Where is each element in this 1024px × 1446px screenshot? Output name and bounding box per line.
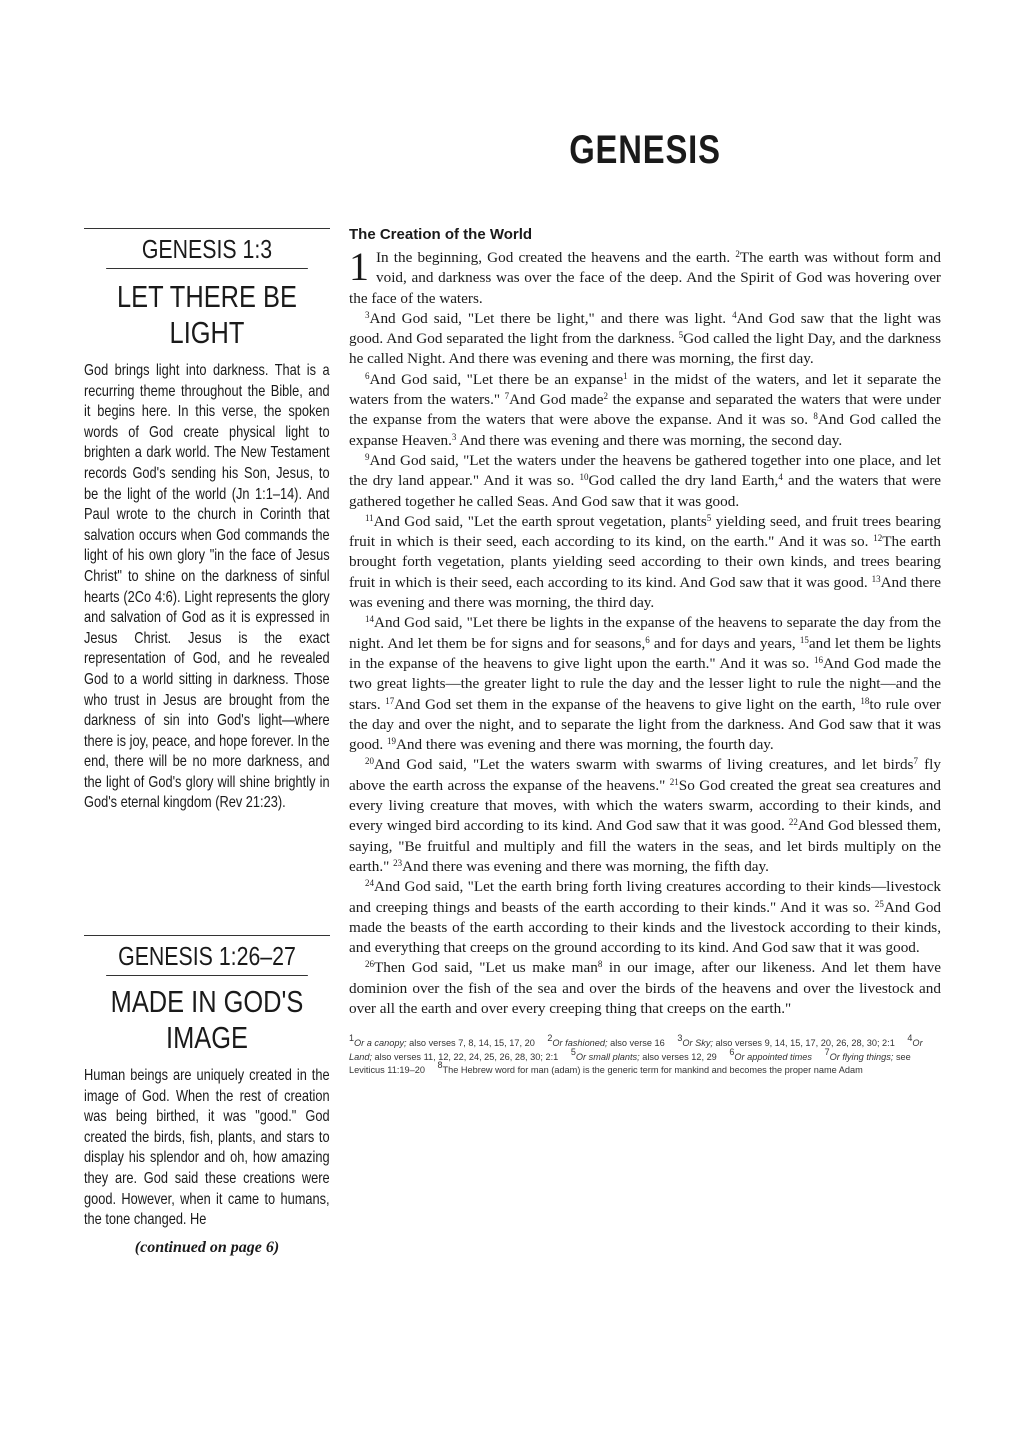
- footnote-text: also verses 12, 29: [639, 1051, 717, 1062]
- footnote-alternative: Or Sky;: [682, 1038, 713, 1049]
- sidebar-box-image: [84, 935, 330, 1231]
- verse-paragraph: [349, 613, 941, 755]
- verse-paragraph: [349, 309, 941, 370]
- verse-text: And God blessed them, saying, "Be fruitful and multiply and fill the waters in the seas, and let birds multiply on the earth.": [349, 817, 941, 875]
- verse-number: 24: [365, 878, 374, 889]
- verses-container: [349, 244, 942, 1019]
- verse-paragraph: [349, 370, 941, 451]
- verse-text: God called the dry land Earth,: [588, 472, 779, 490]
- verse-number: 13: [871, 573, 881, 584]
- verse-number: 7: [504, 391, 510, 402]
- footnote-marker: 6: [645, 634, 650, 645]
- verse-text: And God said, "Let the earth bring forth living creatures according to their kinds—livestock and creeping things and beasts of the earth according to their kinds." And it was so.: [349, 878, 941, 916]
- footnote-text: also verse 16: [607, 1038, 665, 1049]
- footnote-number: 8: [437, 1060, 443, 1071]
- footnote-marker: 3: [451, 431, 457, 442]
- footnote-marker: 8: [597, 959, 603, 970]
- verse-text: And God said, "Let there be an expanse: [369, 370, 624, 388]
- verse-text: And God made the two great lights—the greater light to rule the day and the lesser light to rule the night—and the stars.: [349, 654, 941, 713]
- verse-number: 21: [669, 776, 679, 787]
- verse-text: in our image, after our likeness. And let them have dominion over the fish of the sea and over the birds of the heavens and over the livestock and over all the earth and over every creeping thing that creeps on the earth.": [349, 959, 941, 1017]
- verse-number: 25: [874, 898, 884, 909]
- verse-text: to rule over the day and over the night, and to separate the light from the darkness. And God saw that it was good.: [349, 695, 941, 754]
- scripture-column: [349, 226, 941, 1078]
- verse-number: 26: [365, 959, 374, 970]
- verse-number: 16: [814, 654, 824, 665]
- verse-text: And there was evening and there was morning, the second day.: [456, 431, 843, 449]
- verse-paragraph: [349, 958, 941, 1019]
- verse-number: 5: [678, 330, 684, 341]
- verse-number: 12: [873, 533, 883, 544]
- verse-paragraph: [349, 755, 941, 877]
- verse-text: and for days and years,: [649, 634, 800, 652]
- verse-number: 19: [386, 736, 396, 747]
- verse-number: 11: [365, 512, 374, 523]
- verse-text: And God said, "Let the waters under the heavens be gathered together into one place, and let the dry land appear." And it was so.: [349, 451, 941, 490]
- verse-text: And God said, "Let the waters swarm with swarms of living creatures, and let birds: [374, 756, 914, 774]
- box-rule: [84, 228, 330, 269]
- verse-text: The earth brought forth vegetation, plants yielding seed according to their own kinds, and trees bearing fruit in which is their seed, each according to its kind. And God saw that it was good.: [349, 533, 941, 591]
- verse-text: the expanse and separated the waters that were under the expanse from the waters that were above the expanse. And it was so.: [349, 391, 941, 429]
- verse-text: Then God said, "Let us make man: [374, 959, 598, 977]
- verse-text: And there was evening and there was morning, the fourth day.: [395, 736, 774, 754]
- chapter-number: 1: [349, 244, 369, 289]
- verse-text: and let them be lights in the expanse of the heavens to give light upon the earth." And it was so.: [349, 634, 941, 672]
- sidebar: [84, 228, 330, 1257]
- footnote: [349, 1033, 535, 1049]
- footnote-number: 2: [547, 1033, 553, 1044]
- box-rule: [84, 935, 330, 976]
- verse-text: in the midst of the waters, and let it separate the waters from the waters.": [349, 370, 941, 409]
- verse-text: yielding seed, and fruit trees bearing fruit in which is their seed, each according to its kind, on the earth." And it was so.: [349, 512, 942, 551]
- verse-paragraph: [349, 877, 941, 958]
- footnote-text: also verses 11, 12, 22, 24, 25, 26, 28, 30; 2:1: [372, 1051, 559, 1062]
- footnote-marker: 5: [706, 512, 712, 523]
- verse-number: 6: [365, 370, 370, 381]
- verse-text: And there was evening and there was morning, the fifth day.: [402, 857, 769, 875]
- footnote: [729, 1046, 812, 1062]
- verse-number: 8: [813, 411, 818, 422]
- verse-text: So God created the great sea creatures and every living creature that moves, with which the waters swarm, according to their kinds, and every winged bird according to its kind. And God saw that it was good.: [349, 776, 942, 835]
- box-reference: GENESIS 1:3: [106, 232, 308, 269]
- verse: [349, 513, 941, 550]
- footnote-number: 3: [677, 1033, 683, 1044]
- verse-text: And there was evening and there was morning, the third day.: [349, 573, 941, 612]
- footnote-marker: 2: [603, 391, 609, 402]
- footnote-text: also verses 7, 8, 14, 15, 17, 20: [406, 1038, 535, 1049]
- footnote-number: 5: [570, 1046, 576, 1057]
- footnote-alternative: Or Land;: [349, 1038, 923, 1062]
- verse-number: 10: [579, 472, 589, 483]
- verse: [349, 959, 941, 1017]
- footnote-text: also verses 9, 14, 15, 17, 20, 26, 28, 30; 2:1: [713, 1038, 895, 1049]
- verse-text: And God made the beasts of the earth according to their kinds and the livestock according to their kinds, and everything that creeps on the ground according to its kind. And God saw that it was good.: [349, 898, 942, 957]
- continued-note: (continued on page 6): [134, 1238, 280, 1256]
- section-heading: The Creation of the World: [349, 226, 533, 243]
- verse-text: And God said, "Let the earth sprout vegetation, plants: [373, 512, 707, 530]
- footnotes: [349, 1033, 941, 1077]
- footnote: [547, 1033, 665, 1049]
- box-heading: LET THERE BE LIGHT: [117, 279, 297, 350]
- verse-text: And God called the expanse Heaven.: [349, 411, 942, 449]
- verse-text: And God saw that the light was good. And God separated the light from the darkness.: [349, 309, 941, 348]
- verse-number: 4: [732, 309, 737, 320]
- footnote-number: 7: [824, 1046, 830, 1057]
- verse: [376, 249, 735, 266]
- verse-number: 3: [365, 309, 370, 320]
- verse-number: 14: [365, 614, 374, 625]
- verse-text: fly above the earth across the expanse of the heavens.": [349, 756, 941, 794]
- footnote-marker: 4: [778, 472, 783, 483]
- verse-paragraph: [349, 451, 941, 512]
- verse: [349, 878, 941, 915]
- verse: [393, 858, 769, 875]
- verse-number: 23: [393, 857, 403, 868]
- box-body-text: Human beings are uniquely created in the image of God. When the rest of creation was being birthed, it was "good." God created the birds, fish, plants, and stars to display his splendor and oh, how amazing they are. God said these creations were good. However, when it came to humans, the tone changed. He: [84, 1067, 330, 1229]
- sidebar-box-light: [84, 228, 330, 921]
- footnote-alternative: Or fashioned;: [552, 1038, 608, 1049]
- footnote: [677, 1033, 895, 1049]
- footnote-alternative: Or appointed times: [734, 1051, 812, 1062]
- footnote-text: The Hebrew word for man (adam) is the generic term for mankind and becomes the proper name Adam: [442, 1065, 863, 1076]
- book-title: GENESIS: [569, 128, 721, 172]
- verse-text: And God said, "Let there be lights in the expanse of the heavens to separate the day from the night. And let them be for signs and for seasons,: [349, 614, 941, 652]
- footnote-number: 4: [907, 1033, 913, 1044]
- verse-number: 22: [788, 817, 798, 828]
- footnote: [570, 1046, 717, 1062]
- verse-paragraph: [349, 512, 941, 613]
- footnote-alternative: Or flying things;: [829, 1051, 894, 1062]
- verse-paragraph: [349, 244, 941, 309]
- verse-text: In the beginning, God created the heavens and the earth.: [376, 249, 736, 266]
- verse: [387, 736, 774, 753]
- verse-number: 20: [365, 756, 374, 767]
- footnote-marker: 1: [623, 370, 628, 381]
- verse-text: And God set them in the expanse of the heavens to give light on the earth,: [394, 695, 861, 713]
- verse-text: And God said, "Let there be light," and there was light.: [369, 309, 733, 327]
- verse-text: and the waters that were gathered together he called Seas. And God saw that it was good.: [349, 472, 942, 510]
- footnote-marker: 7: [913, 756, 918, 767]
- footnote-alternative: Or a canopy;: [354, 1038, 407, 1049]
- box-body-text: God brings light into darkness. That is a recurring theme throughout the Bible, and it begins here. In this verse, the spoken words of God create physical light to brighten a dark world. The New Testament records God's sending his Son, Jesus, to be the light of the world (Jn 1:1–14). And Paul wrote to the church in Corinth that salvation occurs when God commands the light of his own glory "in the face of Jesus Christ" to shine on the darkness of sinful hearts (2Co 4:6). Light represents the glory and salvation of God as it is expressed in Jesus Christ. Jesus is the exact representation of God, and he revealed God to a world sitting in darkness. Those who trust in Jesus are brought from the darkness of sin into God's light—where there is joy, peace, and hope forever. In the end, there will be no more darkness, and the light of God's glory will shine brightly in God's eternal kingdom (Rev 21:23).: [84, 362, 330, 812]
- verse-number: 2: [735, 249, 740, 259]
- verse-number: 17: [385, 695, 395, 706]
- footnote-text: see Leviticus 11:19–20: [349, 1051, 911, 1076]
- footnote-alternative: Or small plants;: [575, 1051, 640, 1062]
- footnote-number: 6: [729, 1046, 735, 1057]
- verse: [365, 310, 732, 327]
- verse-number: 18: [860, 695, 870, 706]
- box-heading: MADE IN GOD'S IMAGE: [110, 984, 304, 1055]
- verse-text: The earth was without form and void, and darkness was over the face of the deep. And the Spirit of God was hovering over the face of the waters.: [349, 249, 941, 307]
- verse-number: 15: [799, 634, 809, 645]
- verse: [385, 696, 860, 713]
- footnote-number: 1: [349, 1033, 355, 1044]
- verse-number: 9: [365, 451, 370, 462]
- box-reference: GENESIS 1:26–27: [106, 939, 308, 976]
- verse-text: And God made: [509, 391, 604, 409]
- footnote: [437, 1060, 863, 1076]
- verse-text: God called the light Day, and the darkness he called Night. And there was evening and there was morning, the first day.: [349, 330, 941, 368]
